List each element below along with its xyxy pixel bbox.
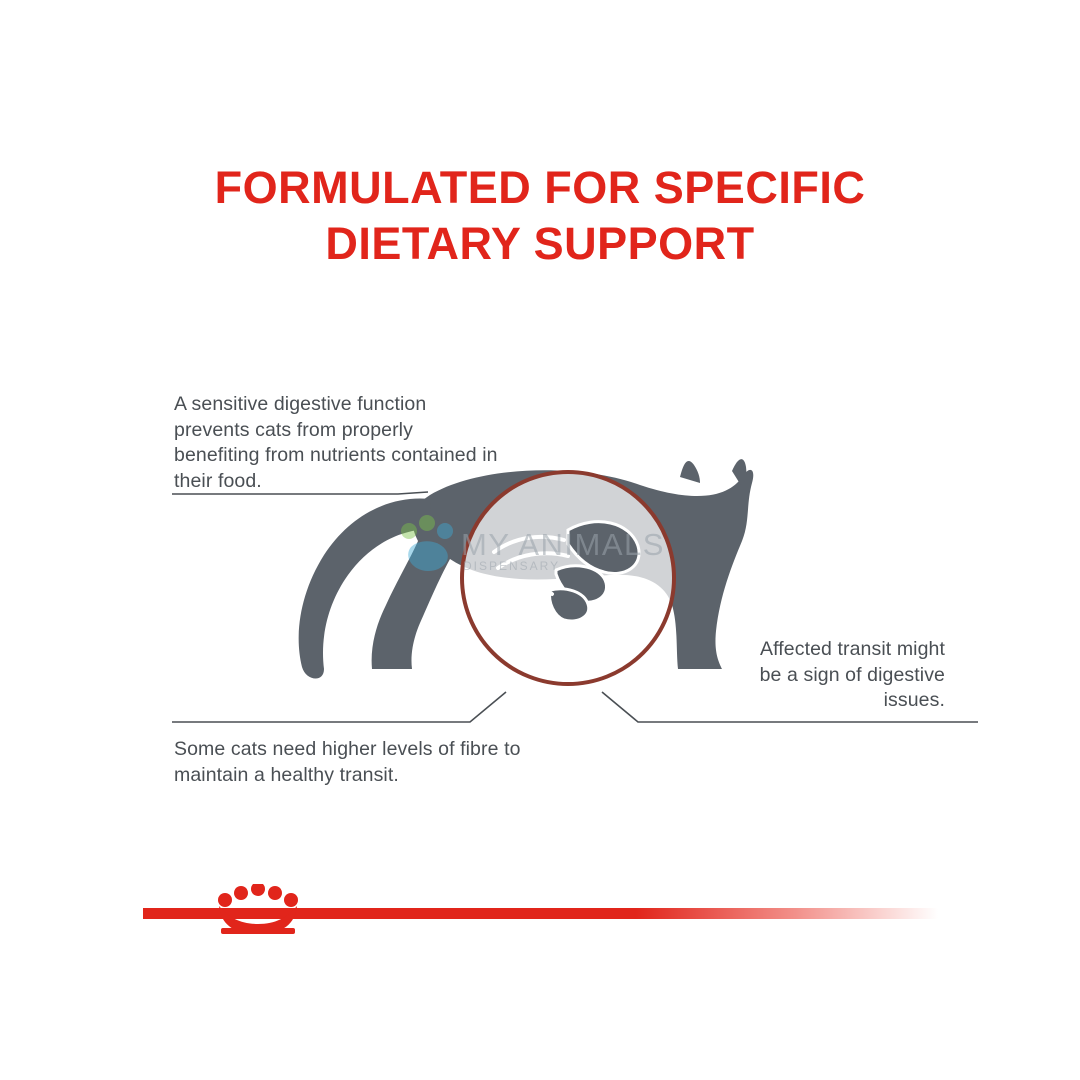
page-title-line-1: FORMULATED FOR SPECIFIC: [214, 162, 866, 213]
callout-bottom-left: Some cats need higher levels of fibre to maintain a healthy transit.: [174, 738, 521, 786]
page-title: [0, 160, 1080, 272]
watermark-title: MY ANIMALS: [461, 527, 665, 562]
brand-bar: [143, 902, 938, 924]
callout-top-left: A sensitive digestive function prevents cats from properly benefiting from nutrients contained in their food.: [174, 393, 498, 492]
watermark-subtitle: DISPENSARY: [463, 559, 561, 573]
leader-line-bottom-left: [170, 690, 530, 730]
callout-right: Affected transit might be a sign of digestive issues.: [759, 638, 945, 711]
crown-logo-icon: [203, 884, 313, 940]
page-title-line-2: DIETARY SUPPORT: [325, 218, 755, 269]
